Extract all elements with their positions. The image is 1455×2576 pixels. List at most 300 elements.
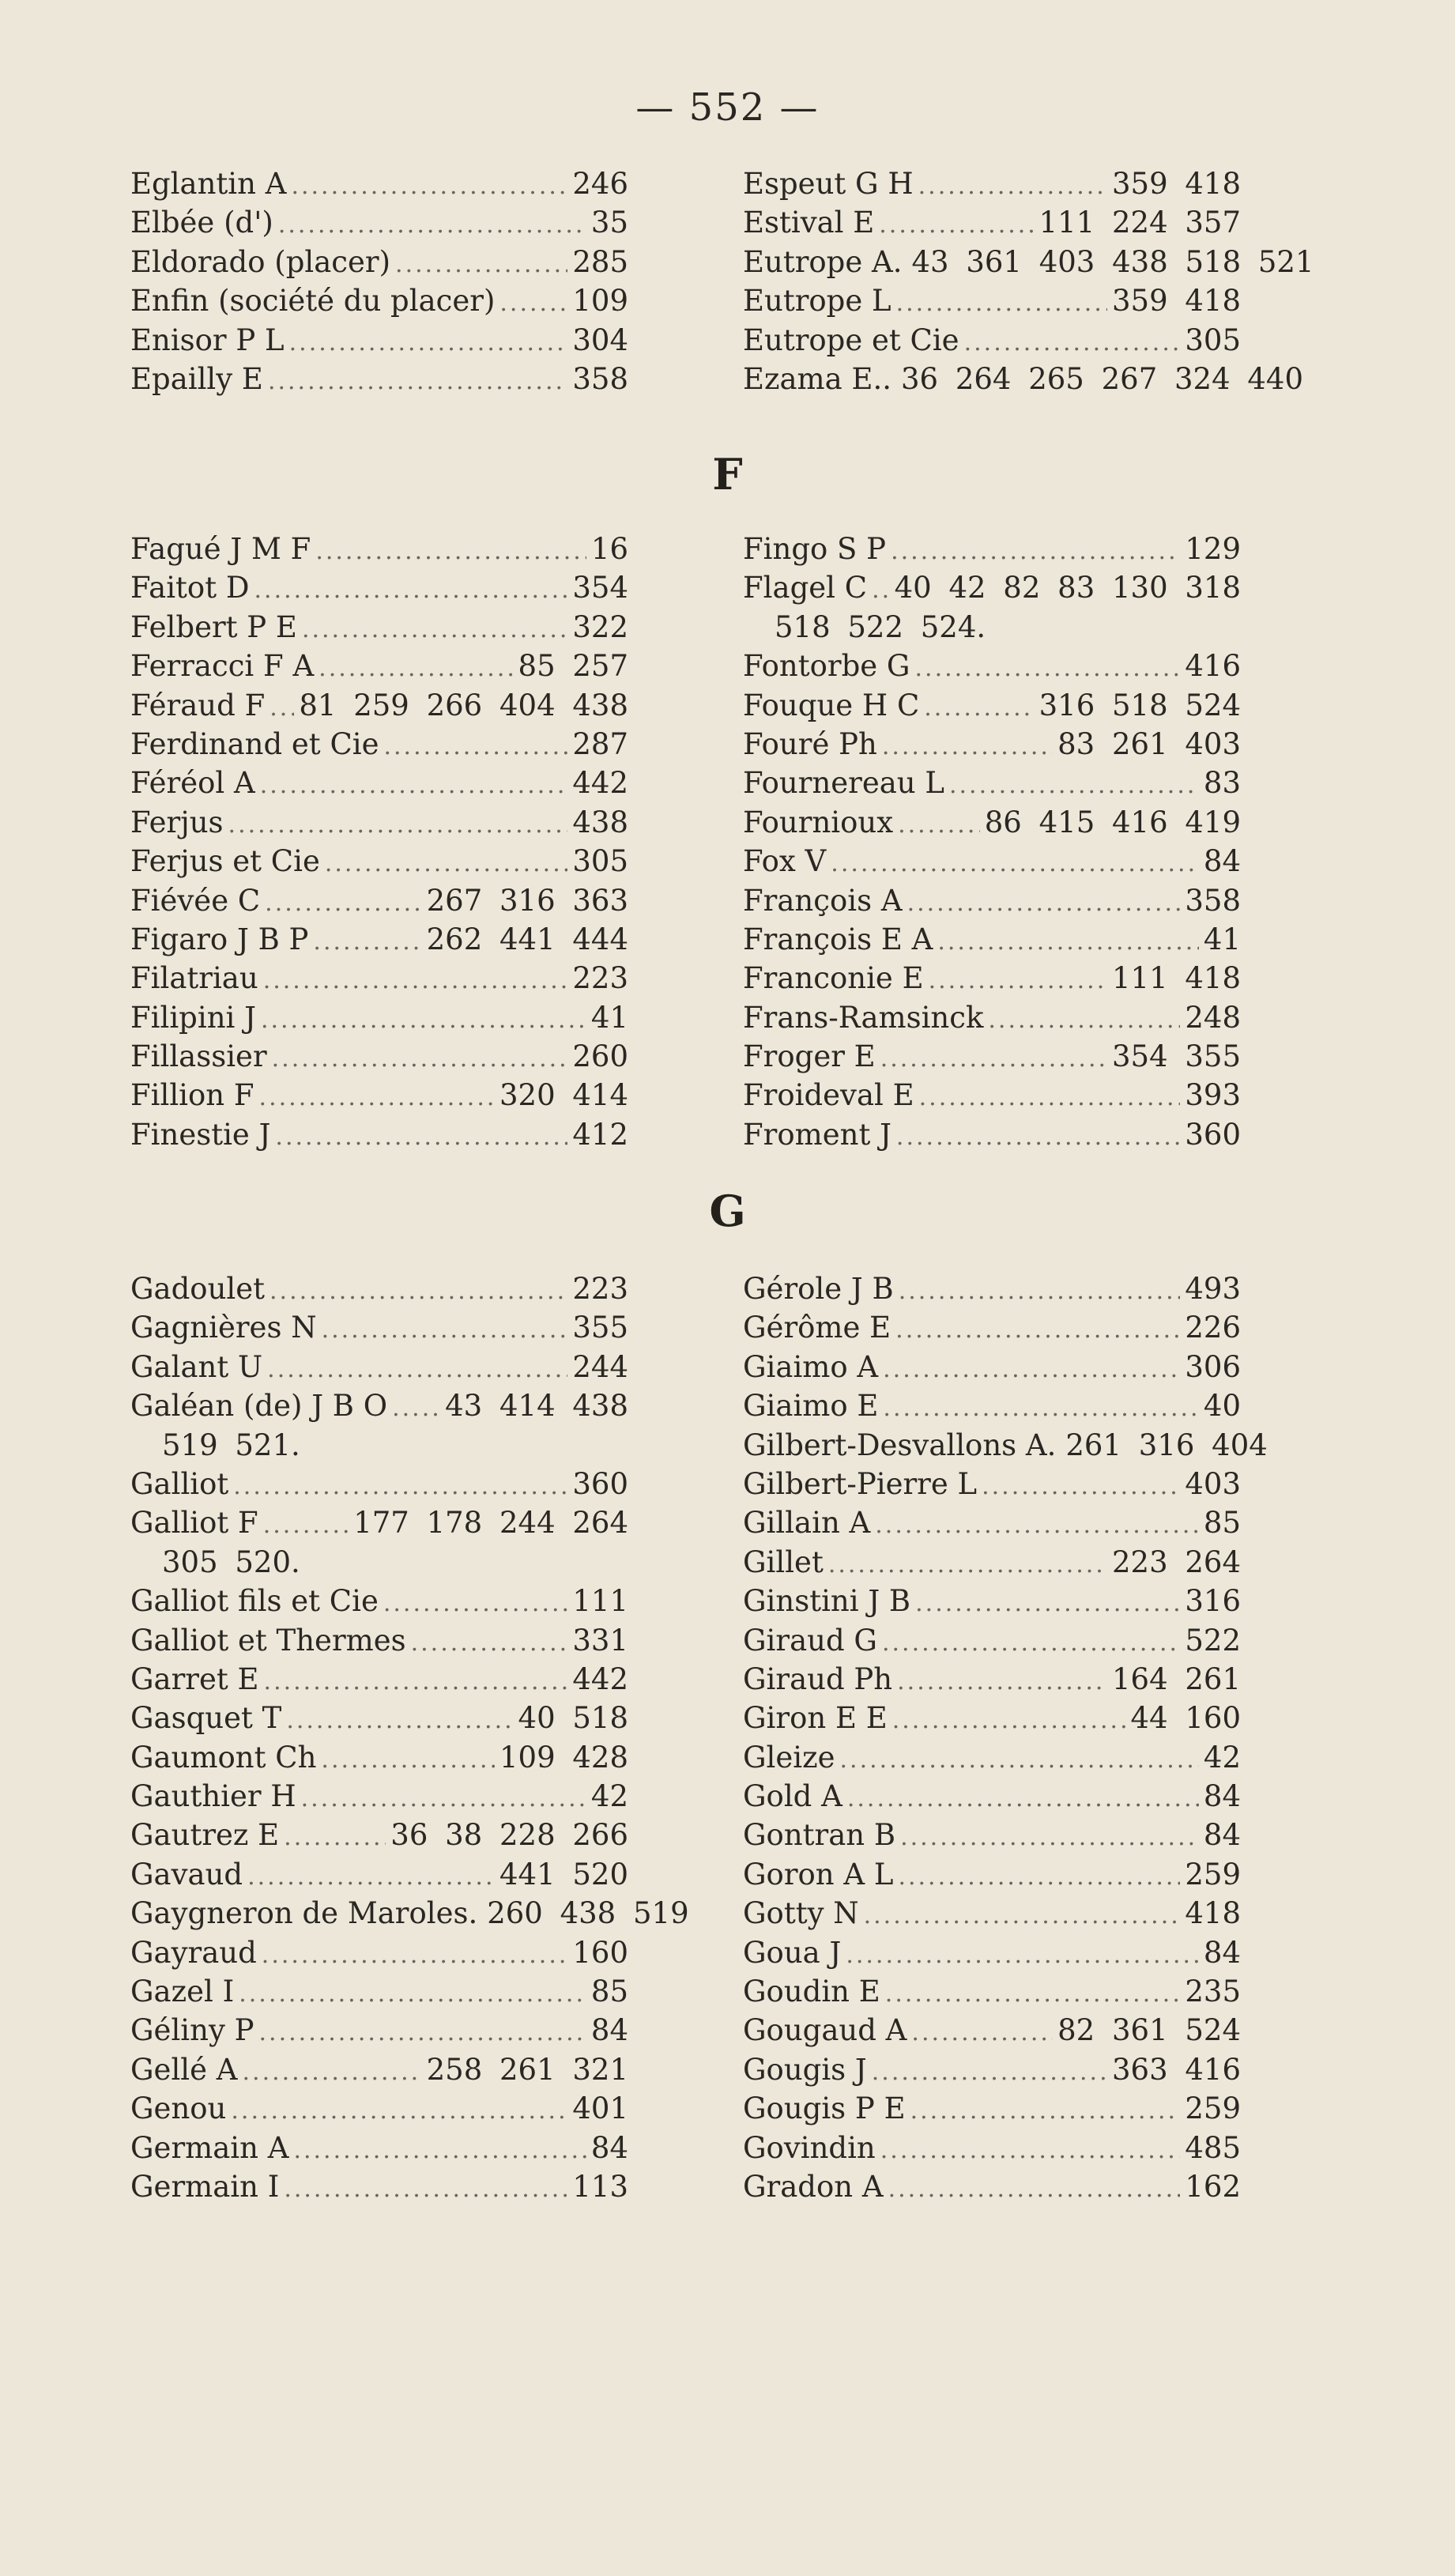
entry-page-refs: 111 224 357: [1038, 206, 1241, 240]
entry-page-refs: 259: [1185, 1857, 1241, 1891]
entry-page-refs: 360: [1185, 1117, 1241, 1152]
index-entry: [743, 2011, 1241, 2050]
index-entry: [743, 321, 1241, 360]
entry-page-refs: 358: [572, 361, 628, 396]
entry-page-refs: 81 259 266 404 438: [299, 688, 628, 722]
entry-page-refs: 260 438 519: [487, 1896, 689, 1931]
index-entry: [743, 2129, 1241, 2167]
index-entry: [130, 1308, 628, 1347]
leader-dots: [915, 649, 1181, 688]
entry-page-refs: 320 414: [499, 1078, 628, 1113]
entry-continuation: 518 522 524.: [775, 609, 986, 644]
entry-page-refs: 285: [572, 244, 628, 279]
entry-page-refs: 84: [1203, 1818, 1241, 1853]
leader-dots: [322, 1311, 568, 1349]
leader-dots: [915, 1584, 1180, 1623]
leader-dots: [872, 2053, 1107, 2091]
entry-page-refs: 305: [572, 844, 628, 879]
leader-dots: [315, 532, 586, 571]
index-entry: [743, 568, 1241, 607]
entry-page-refs: 84: [1203, 844, 1241, 879]
entry-page-refs: 83: [1203, 766, 1241, 801]
entry-name: Filipini J: [130, 1000, 256, 1035]
leader-dots: [395, 245, 567, 284]
entry-name: Froideval E: [743, 1078, 914, 1113]
leader-dots: [880, 2131, 1181, 2170]
index-entry: [130, 1933, 628, 1972]
index-entry: [743, 243, 1314, 281]
leader-dots: [231, 2091, 567, 2130]
entry-page-refs: 442: [572, 1661, 628, 1696]
index-entry: [743, 647, 1241, 685]
entry-page-refs: 44 160: [1130, 1701, 1241, 1736]
entry-page-refs: 416: [1185, 649, 1241, 684]
index-entry: [130, 1660, 628, 1699]
entry-page-refs: 401: [572, 2091, 628, 2126]
index-entry: [130, 281, 628, 320]
index-entry: [743, 959, 1241, 998]
entry-page-refs: 82 361 524: [1057, 2013, 1241, 2048]
entry-name: Gillain A: [743, 1506, 871, 1541]
entry-name: Galliot: [130, 1466, 229, 1501]
leader-dots: [270, 1272, 567, 1311]
index-entry: [130, 1894, 689, 1933]
index-entry: [130, 764, 628, 802]
entry-page-refs: 259: [1185, 2091, 1241, 2126]
entry-page-refs: 235: [1185, 1974, 1241, 2009]
leader-dots: [875, 1506, 1199, 1544]
entry-name: Fingo S P: [743, 532, 887, 566]
entry-page-refs: 109: [572, 284, 628, 319]
entry-page-refs: 267 316 363: [426, 883, 628, 918]
entry-page-refs: 358: [1185, 883, 1241, 918]
index-entry: [130, 1348, 628, 1386]
entry-page-refs: 41: [1203, 922, 1241, 956]
entry-page-refs: 164 261: [1111, 1661, 1241, 1696]
index-entry: [130, 1037, 628, 1076]
entry-name: Frans-Ramsinck: [743, 1000, 984, 1035]
leader-dots: [988, 1001, 1180, 1039]
entry-name: Gleize: [743, 1740, 835, 1775]
leader-dots: [239, 1974, 586, 2013]
entry-page-refs: 359 418: [1111, 284, 1241, 319]
entry-page-refs: 84: [590, 2013, 628, 2048]
entry-name: Fournioux: [743, 805, 894, 839]
leader-dots: [272, 1039, 568, 1078]
entry-page-refs: 418: [1185, 1896, 1241, 1931]
entry-page-refs: 40 42 82 83 130 318: [894, 571, 1241, 605]
entry-name: Giaimo A: [743, 1349, 879, 1384]
entry-name: Féréol A: [130, 766, 255, 801]
index-entry: [743, 842, 1241, 881]
index-entry: [743, 1348, 1241, 1386]
leader-dots: [325, 844, 568, 883]
entry-page-refs: 354: [572, 571, 628, 605]
index-entry: [743, 2089, 1241, 2128]
entry-name: Gontran B: [743, 1818, 896, 1853]
entry-name: Galant U: [130, 1349, 263, 1384]
entry-page-refs: 42: [1203, 1740, 1241, 1775]
entry-page-refs: 261 316 404: [1065, 1428, 1268, 1462]
entry-name: Ezama E..: [743, 361, 891, 396]
leader-dots: [319, 649, 513, 688]
index-entry: [743, 1582, 1241, 1620]
entry-name: Fagué J M F: [130, 532, 311, 566]
entry-page-refs: 287: [572, 726, 628, 761]
index-entry: [130, 1621, 628, 1660]
index-entry: [130, 1738, 628, 1777]
entry-page-refs: 305: [1185, 322, 1241, 357]
entry-name: Figaro J B P: [130, 922, 309, 956]
index-entry: [743, 2167, 1241, 2206]
index-entry: [130, 2089, 628, 2128]
index-entry: [130, 1269, 628, 1308]
entry-page-refs: 86 415 416 419: [984, 805, 1241, 839]
entry-name: Gillet: [743, 1544, 824, 1579]
entry-name: Fournereau L: [743, 766, 944, 801]
index-entry: [130, 1503, 628, 1542]
entry-name: François A: [743, 883, 903, 918]
index-entry: [130, 1465, 628, 1503]
entry-name: Enisor P L: [130, 322, 285, 357]
entry-name: Gavaud: [130, 1857, 243, 1891]
entry-page-refs: 260: [572, 1039, 628, 1074]
entry-name: Filatriau: [130, 961, 258, 996]
index-entry: [743, 1386, 1241, 1425]
leader-dots: [383, 1584, 568, 1623]
index-entry: [130, 686, 628, 725]
index-entry: [130, 881, 628, 920]
entry-page-refs: 40: [1203, 1389, 1241, 1424]
leader-dots: [321, 1741, 495, 1779]
entry-name: Gougis J: [743, 2052, 867, 2087]
leader-dots: [929, 961, 1107, 1000]
leader-dots: [864, 1896, 1181, 1935]
leader-dots: [278, 206, 586, 244]
index-entry: [130, 164, 628, 203]
leader-dots: [268, 362, 567, 401]
index-column-right: [743, 164, 1314, 398]
leader-dots: [392, 1389, 440, 1428]
index-entry: [130, 998, 628, 1037]
entry-name: Ferjus: [130, 805, 224, 839]
leader-dots: [882, 1624, 1180, 1662]
entry-page-refs: 438: [572, 805, 628, 839]
entry-name: Fouque H C: [743, 688, 920, 722]
entry-name: Goua J: [743, 1935, 842, 1970]
leader-dots: [982, 1467, 1180, 1506]
index-column-right: [743, 1269, 1268, 2206]
leader-dots: [888, 2170, 1181, 2208]
entry-name: Géliny P: [130, 2013, 254, 2048]
index-entry: [743, 281, 1241, 320]
section-letter-f: F: [712, 449, 743, 500]
section-letter-g: G: [709, 1186, 746, 1236]
leader-dots: [233, 1467, 567, 1506]
entry-name: Fillion F: [130, 1078, 254, 1113]
entry-name: Enfin (société du placer): [130, 284, 496, 319]
index-entry: [743, 764, 1241, 802]
entry-page-refs: 262 441 444: [426, 922, 628, 956]
entry-name: Flagel C: [743, 571, 868, 605]
entry-page-refs: 41: [590, 1000, 628, 1035]
entry-name: Faitot D: [130, 571, 250, 605]
entry-name: Gradon A: [743, 2169, 884, 2204]
entry-name: Froger E: [743, 1039, 876, 1074]
index-entry: [743, 203, 1241, 242]
entry-name: Gagnières N: [130, 1311, 317, 1345]
entry-name: Germain A: [130, 2130, 289, 2165]
leader-dots: [383, 727, 567, 766]
entry-page-refs: 493: [1185, 1272, 1241, 1306]
leader-dots: [880, 1039, 1107, 1078]
index-entry: [130, 1855, 628, 1894]
leader-dots: [882, 727, 1053, 766]
entry-name: Giron E E: [743, 1701, 888, 1736]
index-entry: [743, 1738, 1241, 1777]
entry-name: Galliot et Thermes: [130, 1623, 406, 1658]
leader-dots: [289, 323, 568, 362]
entry-name: Gold A: [743, 1779, 842, 1814]
entry-name: Eutrope L: [743, 284, 891, 319]
entry-name: Estival E: [743, 206, 875, 240]
index-entry: [743, 1503, 1241, 1542]
index-entry: [743, 1699, 1241, 1737]
leader-dots: [896, 1118, 1180, 1156]
entry-name: Gougis P E: [743, 2091, 906, 2126]
leader-dots: [267, 1350, 567, 1389]
index-entry: [130, 2011, 628, 2050]
leader-dots: [879, 206, 1034, 244]
leader-dots: [247, 1858, 495, 1896]
entry-name: Gilbert-Desvallons A.: [743, 1428, 1057, 1462]
entry-name: Garret E: [130, 1661, 259, 1696]
index-entry: [743, 1308, 1241, 1347]
page-number: — 552 —: [635, 85, 820, 130]
index-entry: [130, 1076, 628, 1115]
entry-name: Gaygneron de Maroles.: [130, 1896, 478, 1931]
leader-dots: [840, 1741, 1199, 1779]
leader-dots: [302, 610, 567, 649]
index-entry: [130, 568, 628, 607]
entry-name: Felbert P E: [130, 609, 297, 644]
leader-dots: [254, 571, 568, 609]
entry-name: Fontorbe G: [743, 649, 910, 684]
index-entry: [130, 725, 628, 764]
entry-page-refs: 485: [1185, 2130, 1241, 2165]
index-entry: [743, 998, 1241, 1037]
entry-page-refs: 306: [1185, 1349, 1241, 1384]
index-entry: [130, 1777, 628, 1816]
index-entry: [743, 1972, 1241, 2011]
entry-name: Giraud G: [743, 1623, 877, 1658]
leader-dots: [259, 2013, 586, 2052]
entry-name: Galliot fils et Cie: [130, 1584, 379, 1619]
index-column-left: [130, 1269, 689, 2206]
entry-name: Eldorado (placer): [130, 244, 391, 279]
entry-name: Ferracci F A: [130, 649, 315, 684]
leader-dots: [891, 532, 1180, 571]
entry-name: Gazel I: [130, 1974, 235, 2009]
index-entry: [743, 881, 1241, 920]
index-entry: [743, 1894, 1241, 1933]
entry-page-refs: 36 38 228 266: [390, 1818, 628, 1853]
leader-dots: [900, 1818, 1199, 1857]
index-entry: [130, 842, 628, 881]
leader-dots: [228, 805, 568, 844]
entry-page-refs: 354 355: [1111, 1039, 1241, 1074]
entry-page-refs: 403: [1185, 1466, 1241, 1501]
leader-dots: [847, 1779, 1199, 1818]
entry-page-refs: 359 418: [1111, 167, 1241, 201]
index-entry: [743, 360, 1303, 398]
entry-page-refs: 40 518: [518, 1701, 628, 1736]
entry-page-refs: 85 257: [518, 649, 628, 684]
index-entry: [743, 725, 1241, 764]
entry-name: Gotty N: [743, 1896, 859, 1931]
entry-continuation: 519 521.: [162, 1428, 300, 1462]
entry-name: Gougaud A: [743, 2013, 907, 2048]
leader-dots: [265, 884, 421, 922]
entry-page-refs: 248: [1185, 1000, 1241, 1035]
leader-dots: [263, 961, 568, 1000]
index-entry: [743, 1660, 1241, 1699]
index-entry: [743, 1816, 1241, 1854]
leader-dots: [828, 1545, 1107, 1584]
leader-dots: [896, 284, 1107, 322]
entry-page-refs: 160: [572, 1935, 628, 1970]
index-column-left: [130, 530, 628, 1154]
entry-name: Goudin E: [743, 1974, 880, 2009]
leader-dots: [293, 2131, 586, 2170]
entry-name: Féraud F: [130, 688, 266, 722]
index-entry: [130, 2050, 628, 2089]
index-entry: [130, 920, 628, 959]
entry-name: Fouré Ph: [743, 726, 877, 761]
leader-dots: [411, 1624, 568, 1662]
leader-dots: [895, 1311, 1180, 1349]
entry-name: Gilbert-Pierre L: [743, 1466, 978, 1501]
entry-page-refs: 42: [590, 1779, 628, 1814]
leader-dots: [898, 1858, 1180, 1896]
index-entry: [743, 1543, 1241, 1582]
entry-name: Espeut G H: [743, 167, 914, 201]
entry-name: Gaumont Ch: [130, 1740, 317, 1775]
index-column-right: [743, 530, 1241, 1154]
index-entry: [743, 530, 1241, 568]
entry-page-refs: 84: [590, 2130, 628, 2165]
entry-name: Franconie E: [743, 961, 924, 996]
entry-name: Ginstini J B: [743, 1584, 911, 1619]
entry-page-refs: 111: [572, 1584, 628, 1619]
leader-dots: [284, 2170, 567, 2208]
index-entry: [130, 1699, 628, 1737]
leader-dots: [885, 1974, 1181, 2013]
entry-page-refs: 304: [572, 322, 628, 357]
entry-page-refs: 162: [1185, 2169, 1241, 2204]
entry-page-refs: 412: [572, 1117, 628, 1152]
entry-page-refs: 85: [1203, 1506, 1241, 1541]
entry-page-refs: 85: [590, 1974, 628, 2009]
index-entry: [130, 1115, 628, 1154]
leader-dots: [275, 1118, 567, 1156]
entry-name: Giaimo E: [743, 1389, 879, 1424]
entry-name: Gauthier H: [130, 1779, 296, 1814]
entry-page-refs: 223 264: [1111, 1544, 1241, 1579]
leader-dots: [883, 1389, 1198, 1428]
index-entry: [130, 360, 628, 398]
index-entry: [130, 803, 628, 842]
leader-dots: [301, 1779, 586, 1818]
entry-page-refs: 316: [1185, 1584, 1241, 1619]
entry-name: Fillassier: [130, 1039, 267, 1074]
leader-dots: [883, 1350, 1180, 1389]
leader-dots: [964, 323, 1181, 362]
entry-page-refs: 223: [572, 961, 628, 996]
leader-dots: [270, 688, 294, 727]
entry-page-refs: 244: [572, 1349, 628, 1384]
entry-name: Epailly E: [130, 361, 263, 396]
entry-page-refs: 246: [572, 167, 628, 201]
index-entry: [130, 2167, 628, 2206]
entry-name: Gautrez E: [130, 1818, 280, 1853]
leader-dots: [949, 766, 1199, 805]
entry-page-refs: 331: [572, 1623, 628, 1658]
entry-page-refs: 113: [572, 2169, 628, 2204]
entry-name: Genou: [130, 2091, 227, 2126]
entry-page-refs: 258 261 321: [426, 2052, 628, 2087]
index-entry: [130, 2129, 628, 2167]
entry-page-refs: 522: [1185, 1623, 1241, 1658]
entry-name: Froment J: [743, 1117, 891, 1152]
leader-dots: [260, 766, 568, 805]
entry-page-refs: 111 418: [1111, 961, 1241, 996]
leader-dots: [919, 1078, 1181, 1117]
index-entry: [743, 803, 1241, 842]
index-entry: [130, 1386, 628, 1425]
entry-name: Germain I: [130, 2169, 280, 2204]
index-entry: [130, 647, 628, 685]
entry-name: Gérôme E: [743, 1311, 891, 1345]
entry-name: Fiévée C: [130, 883, 261, 918]
index-entry: [743, 1115, 1241, 1154]
entry-page-refs: 363 416: [1111, 2052, 1241, 2087]
leader-dots: [924, 688, 1034, 727]
leader-dots: [846, 1936, 1199, 1974]
leader-dots: [898, 805, 980, 844]
index-entry: [743, 164, 1241, 203]
entry-page-refs: 441 520: [499, 1857, 628, 1891]
entry-page-refs: 84: [1203, 1935, 1241, 1970]
index-entry: [130, 243, 628, 281]
entry-name: Goron A L: [743, 1857, 894, 1891]
entry-name: Gayraud: [130, 1935, 257, 1970]
entry-page-refs: 316 518 524: [1038, 688, 1241, 722]
entry-name: Finestie J: [130, 1117, 271, 1152]
index-entry: [130, 959, 628, 998]
entry-name: Galliot F: [130, 1506, 258, 1541]
entry-page-refs: 360: [572, 1466, 628, 1501]
leader-dots: [262, 1936, 568, 1974]
index-entry: [743, 1269, 1241, 1308]
entry-page-refs: 43 361 403 438 518 521: [911, 244, 1314, 279]
entry-page-refs: 129: [1185, 532, 1241, 566]
entry-name: Ferdinand et Cie: [130, 726, 379, 761]
index-entry: [743, 1621, 1241, 1660]
leader-dots: [286, 1701, 513, 1740]
index-entry: [130, 203, 628, 242]
leader-dots: [899, 1272, 1181, 1311]
